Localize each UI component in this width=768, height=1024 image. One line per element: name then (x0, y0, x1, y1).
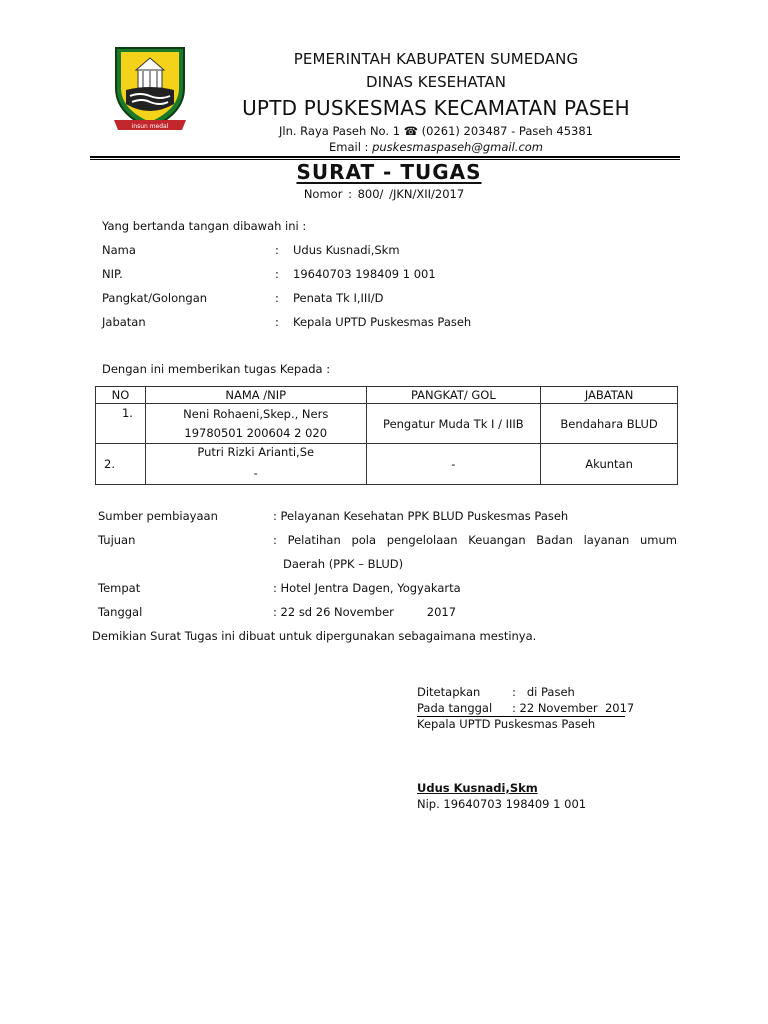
purpose-label: Tujuan (98, 533, 136, 547)
header-no: NO (96, 387, 146, 404)
letter-title: SURAT - TUGAS (296, 160, 482, 184)
signer-signature-nip: Nip. 19640703 198409 1 001 (417, 797, 587, 811)
email-value: puskesmaspaseh@gmail.com (372, 140, 543, 154)
signer-intro: Yang bertanda tangan dibawah ini : (102, 219, 307, 233)
government-name: PEMERINTAH KABUPATEN SUMEDANG (293, 50, 579, 68)
colon: : (275, 243, 279, 257)
row-rank: - (366, 444, 541, 485)
signer-signature-name: Udus Kusnadi,Skm (417, 781, 538, 795)
table-row (96, 444, 678, 485)
letter-number: Nomor : 800/ /JKN/XII/2017 (303, 187, 465, 201)
purpose-value-line2: Daerah (PPK – BLUD) (283, 557, 404, 571)
assignment-intro: Dengan ini memberikan tugas Kepada : (102, 362, 331, 376)
signer-position-value: Kepala UPTD Puskesmas Paseh (293, 315, 472, 329)
svg-text:insun medal: insun medal (131, 123, 169, 130)
header-name-nip: NAMA /NIP (145, 387, 366, 404)
place-label: Tempat (98, 581, 141, 595)
date-value: : 22 sd 26 November 2017 (273, 605, 457, 619)
colon: : (275, 315, 279, 329)
colon: : (275, 291, 279, 305)
table-header-row (96, 387, 678, 404)
signer-rank-value: Penata Tk I,III/D (293, 291, 384, 305)
funding-value: : Pelayanan Kesehatan PPK BLUD Puskesmas Paseh (273, 509, 569, 523)
row-position: Bendahara BLUD (541, 404, 678, 444)
header-rank: PANGKAT/ GOL (366, 387, 541, 404)
place-value: : Hotel Jentra Dagen, Yogyakarta (273, 581, 461, 595)
row-rank: Pengatur Muda Tk I / IIIB (366, 404, 541, 444)
issued-date-value: : 22 November 2017 (512, 701, 635, 715)
letterhead-rule-thick (90, 156, 680, 158)
table-row (96, 404, 678, 444)
purpose-value-line1: : Pelatihan pola pengelolaan Keuangan Badan layanan umum (273, 533, 677, 547)
row-position: Akuntan (541, 444, 678, 485)
signer-nip-label: NIP. (102, 267, 123, 281)
row-name: Neni Rohaeni,Skep., Ners (183, 407, 329, 421)
issued-date-label: Pada tanggal (417, 701, 493, 715)
row-name: Putri Rizki Arianti,Se (197, 445, 315, 459)
signer-title: Kepala UPTD Puskesmas Paseh (417, 717, 596, 731)
issued-value: : di Paseh (512, 685, 575, 699)
row-name-nip (145, 404, 366, 444)
signer-position-label: Jabatan (102, 315, 146, 329)
signer-rank-label: Pangkat/Golongan (102, 291, 208, 305)
row-name-nip (145, 444, 366, 485)
row-number: 1. (96, 404, 146, 444)
date-label: Tanggal (98, 605, 143, 619)
email-label: Email : (329, 140, 373, 154)
office-name: UPTD PUSKESMAS KECAMATAN PASEH (242, 96, 630, 120)
colon: : (275, 267, 279, 281)
row-nip: - (253, 466, 258, 480)
funding-label: Sumber pembiayaan (98, 509, 218, 523)
header-position: JABATAN (541, 387, 678, 404)
assignee-table (95, 386, 678, 485)
office-address: Jln. Raya Paseh No. 1 ☎ (0261) 203487 - Paseh 45381 (279, 124, 593, 138)
issued-label: Ditetapkan (417, 685, 481, 699)
closing-statement: Demikian Surat Tugas ini dibuat untuk dipergunakan sebagaimana mestinya. (92, 629, 537, 643)
row-nip: 19780501 200604 2 020 (184, 426, 328, 440)
department-name: DINAS KESEHATAN (366, 73, 506, 91)
signer-nip-value: 19640703 198409 1 001 (293, 267, 436, 281)
office-email (0, 140, 768, 154)
signer-name-label: Nama (102, 243, 136, 257)
row-number: 2. (96, 444, 146, 485)
signer-name-value: Udus Kusnadi,Skm (293, 243, 400, 257)
